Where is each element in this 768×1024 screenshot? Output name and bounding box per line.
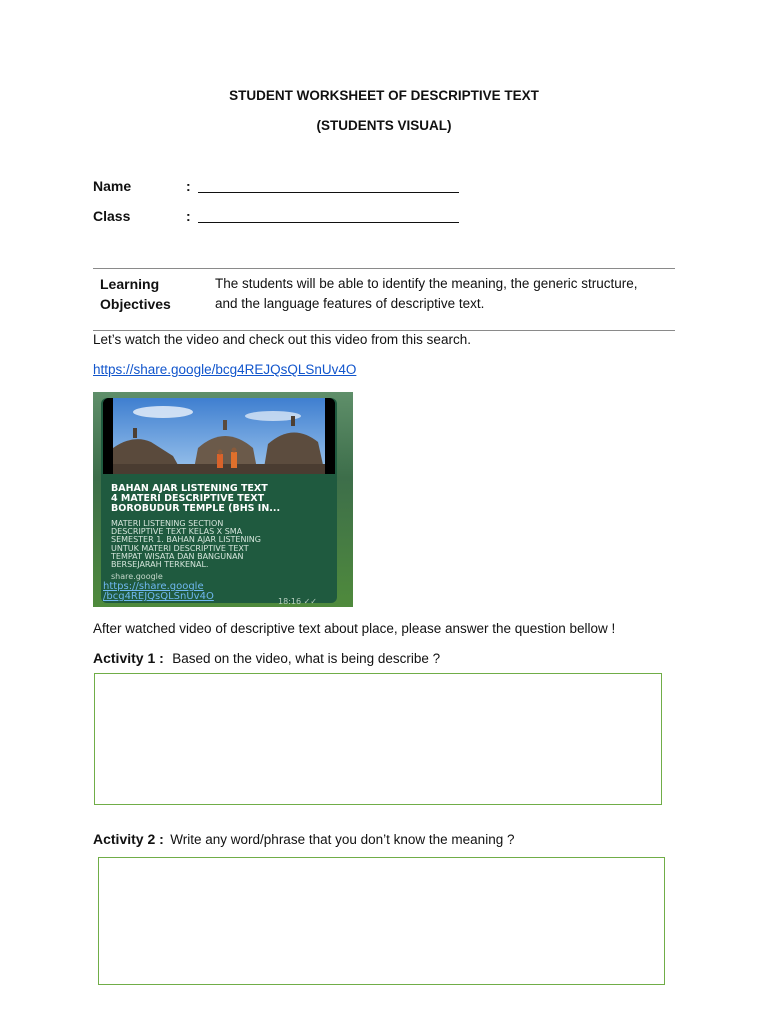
video-link[interactable]: https://share.google/bcg4REJQsQLSnUv4O — [93, 362, 357, 377]
share-card-desc-line1: MATERI LISTENING SECTION — [111, 519, 224, 528]
share-card — [101, 398, 337, 603]
activity-1-label: Activity 1 : — [93, 650, 164, 666]
objectives-text — [215, 274, 675, 314]
share-card-desc-line2: DESCRIPTIVE TEXT KELAS X SMA — [111, 527, 243, 537]
worksheet-title: STUDENT WORKSHEET OF DESCRIPTIVE TEXT — [229, 88, 539, 103]
objectives-text-line1: The students will be able to identify the meaning, the generic structure, — [215, 276, 638, 291]
share-card-heading — [111, 484, 331, 514]
share-card-heading-line1: BAHAN AJAR LISTENING TEXT — [111, 483, 268, 494]
instruction-text: After watched video of descriptive text about place, please answer the question bellow ! — [93, 621, 616, 636]
intro-text: Let’s watch the video and check out this video from this search. — [93, 332, 471, 347]
activity-2-question: Write any word/phrase that you don’t know the meaning ? — [170, 832, 515, 847]
share-card-link-line1: https://share.google — [103, 581, 204, 592]
objectives-label-line1: Learning — [100, 276, 160, 292]
objectives-top-border — [93, 268, 675, 269]
objectives-bottom-border — [93, 330, 675, 331]
activity-1-answer-box[interactable] — [94, 673, 662, 805]
activity-2-label: Activity 2 : — [93, 831, 164, 847]
objectives-text-line2: and the language features of descriptive text. — [215, 296, 485, 311]
share-card-heading-line3: BOROBUDUR TEMPLE (BHS IN... — [111, 503, 281, 514]
worksheet-subtitle: (STUDENTS VISUAL) — [316, 118, 452, 133]
class-label: Class — [93, 208, 131, 224]
temple-photo — [103, 398, 335, 474]
borobudur-image — [103, 398, 335, 474]
share-card-time: 18:16 ✓✓ — [278, 597, 318, 606]
activity-1 — [93, 650, 440, 668]
share-card-desc-line3: SEMESTER 1. BAHAN AJAR LISTENING — [111, 535, 261, 545]
activity-2 — [93, 831, 514, 849]
share-card-desc-line4: UNTUK MATERI DESCRIPTIVE TEXT — [111, 543, 249, 553]
share-card-domain: share.google — [111, 572, 163, 581]
video-thumbnail[interactable] — [93, 392, 353, 607]
class-blank-line[interactable] — [198, 222, 459, 223]
class-colon: : — [186, 208, 191, 224]
share-card-link[interactable] — [103, 582, 273, 602]
share-card-desc-line5: TEMPAT WISATA DAN BANGUNAN — [111, 551, 244, 561]
name-label: Name — [93, 178, 132, 194]
share-card-description — [111, 520, 333, 569]
objectives-label-line2: Objectives — [100, 296, 171, 312]
share-card-heading-line2: 4 MATERI DESCRIPTIVE TEXT — [111, 493, 265, 504]
activity-2-answer-box[interactable] — [98, 857, 665, 985]
activity-1-question: Based on the video, what is being describe ? — [172, 651, 441, 666]
name-blank-line[interactable] — [198, 192, 459, 193]
share-card-desc-line6: BERSEJARAH TERKENAL. — [111, 560, 209, 570]
objectives-label — [100, 274, 171, 314]
name-colon: : — [186, 178, 191, 194]
share-card-link-line2: /bcg4REJQsQLSnUv4O — [103, 591, 214, 602]
